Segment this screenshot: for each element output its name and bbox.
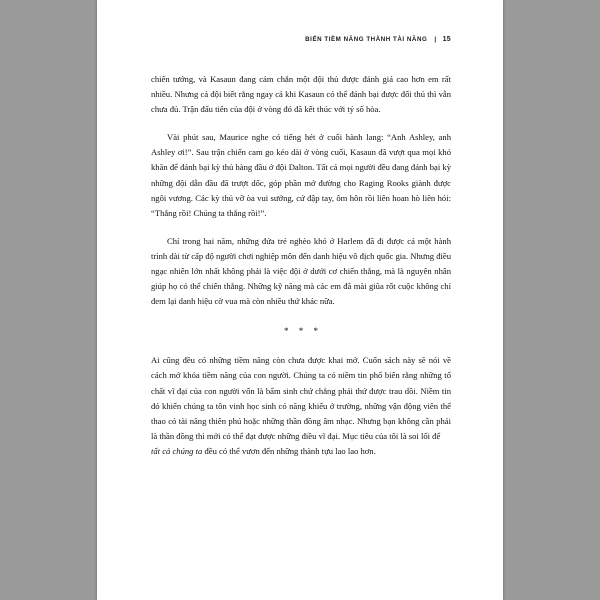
paragraph-3: Chỉ trong hai năm, những đứa trẻ nghèo khó ở Harlem đã đi được cả một hành trình dài từ cấp độ người chơi nghiệp môn đến danh hiệu vô địch quốc gia. Nhưng điều ngạc nhiên lớn nhất không phải là việc đội ở dưới cơ chiến thắng, mà là nguyên nhân giúp họ có thể chiến thắng. Những kỹ năng mà các em đã mài giũa rốt cuộc không chỉ đem lại danh hiệu cờ vua mà còn nhiều thứ khác nữa.: [151, 235, 451, 307]
emphasis-text: tất cả chúng ta: [151, 445, 203, 456]
paragraph-5-tail: đều có thể vươn đến những thành tựu lao lao hơn.: [202, 445, 376, 456]
section-break-ornament: * * *: [284, 326, 322, 337]
running-head-separator: |: [434, 36, 437, 43]
running-head: [149, 36, 451, 43]
page-number: 15: [442, 36, 451, 43]
document-page: [97, 0, 503, 600]
paragraph-5: [151, 444, 451, 459]
body-text-column: [151, 72, 451, 459]
paragraph-2: Vài phút sau, Maurice nghe có tiếng hét ở cuối hành lang: “Anh Ashley, anh Ashley ơi!”. Sau trận chiến cam go kéo dài ở vòng cuối, Kasaun đã vượt qua mọi khó khăn để đánh bại kỳ thủ hàng đầu ở đội Dalton. Tất cả mọi người đều đang đánh bại kỳ những đội dẫn đầu đã trượt dốc, góp phần mở đường cho Raging Rooks giành được ngôi vương. Các kỳ thủ vỡ òa vui sướng, cứ đập tay, ôm hôn rồi liên hoan hò liên hói: “Thắng rồi! Chúng ta thắng rồi!”.: [151, 132, 451, 218]
running-head-title: BIẾN TIỀM NĂNG THÀNH TÀI NĂNG: [305, 36, 428, 43]
paragraph-4: Ai cũng đều có những tiềm năng còn chưa được khai mở. Cuốn sách này sẽ nói về cách mở khóa tiềm năng của con người. Chúng ta có niềm tin phổ biến rằng những tố chất vĩ đại của con người vốn là bẩm sinh chứ chẳng phải thứ được trau dồi. Niềm tin đó khiến chúng ta tôn vinh học sinh có năng khiếu ở trường, những vận động viên thể thao có tài năng thiên phú hoặc những thần đồng âm nhạc. Nhưng bạn không cần phải là thần đồng thì mới có thể đạt được những điều vĩ đại. Mục tiêu của tôi là soi lối để: [151, 355, 451, 441]
paragraph-1: chiến tướng, và Kasaun đang cảm chắn một đội thủ được đánh giá cao hơn em rất nhiều. Nhưng cả đội biết rằng ngay cả khi Kasaun có thể đánh bại được đối thủ thì vẫn chưa đủ. Trận đấu tiên của đội ở vòng đó đã kết thúc với tỷ số hòa.: [151, 74, 451, 115]
page-content: [97, 0, 503, 600]
